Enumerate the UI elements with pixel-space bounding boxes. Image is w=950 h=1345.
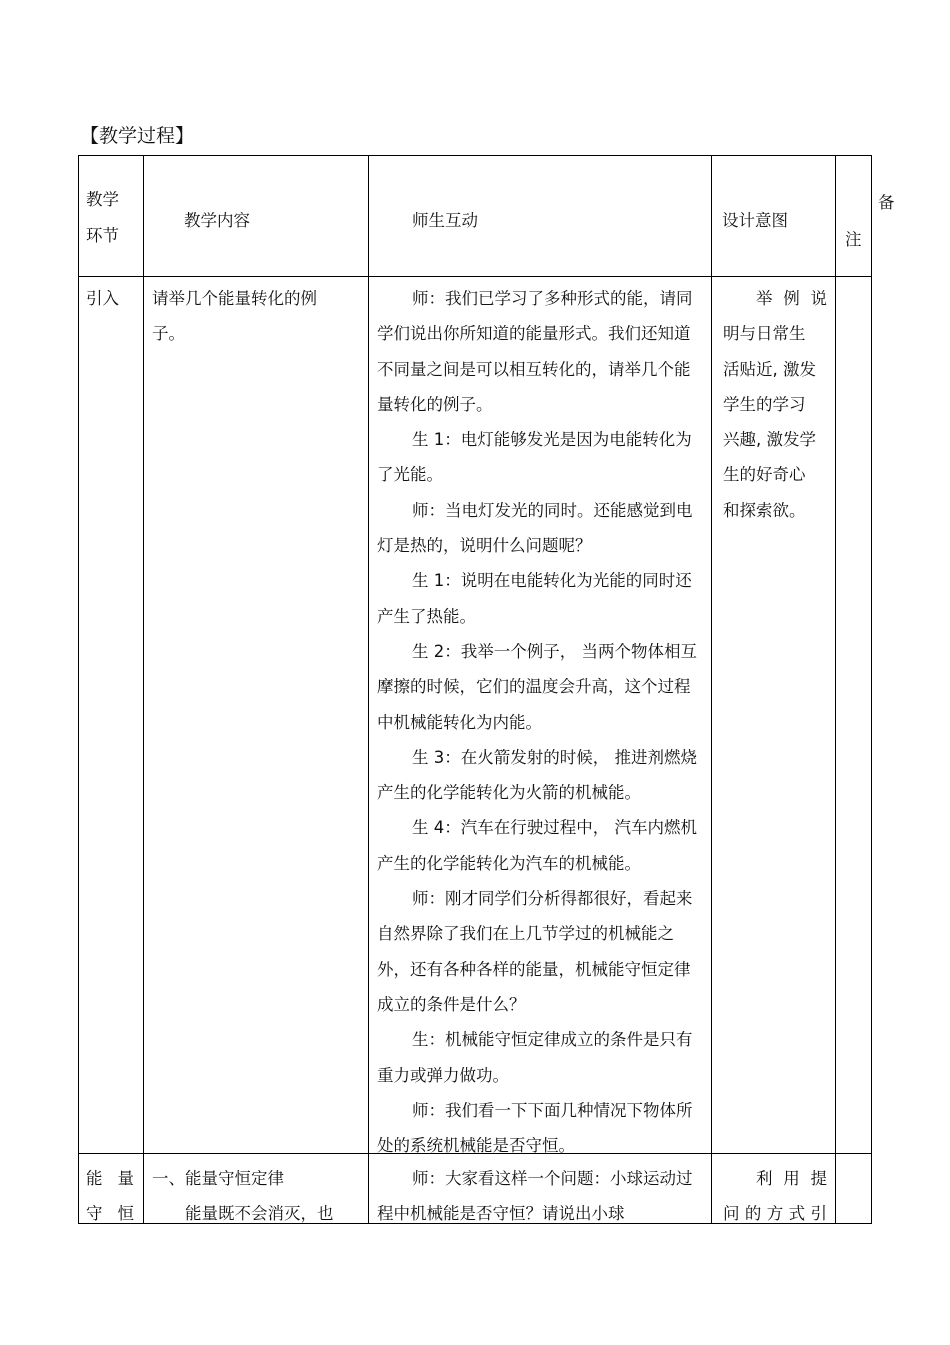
header-content: 教学内容 xyxy=(184,211,250,230)
dialogue-paragraph: 师：当电灯发光的同时。还能感觉到电灯是热的，说明什么问题呢？ xyxy=(377,500,693,556)
table-border-right xyxy=(871,155,872,1224)
dialogue-paragraph: 师：大家看这样一个问题：小球运动过程中机械能是否守恒？请说出小球 xyxy=(377,1169,693,1224)
table-divider-2 xyxy=(368,155,369,1224)
row2-intent xyxy=(723,1161,827,1232)
row1-content-line-1: 请举几个能量转化的例 xyxy=(152,289,317,308)
table-border-top xyxy=(78,155,872,156)
header-phase-line-2: 环节 xyxy=(86,226,119,245)
dialogue-paragraph: 生 1：电灯能够发光是因为电能转化为了光能。 xyxy=(377,430,692,485)
header-phase-line-1: 教学 xyxy=(86,190,119,209)
dialogue-paragraph: 生 1：说明在电能转化为光能的同时还产生了热能。 xyxy=(377,571,692,626)
row2-intent-line-1: 利 用 提 xyxy=(756,1169,827,1188)
row2-interaction xyxy=(377,1161,701,1232)
dialogue-paragraph: 生 3：在火箭发射的时候， 推进剂燃烧产生的化学能转化为火箭的机械能。 xyxy=(377,747,697,803)
dialogue-paragraph: 师：我们已学习了多种形式的能，请同学们说出你所知道的能量形式。我们还知道不同量之间是可以相互转化的，请举几个能量转化的例子。 xyxy=(377,289,693,414)
table-divider-4 xyxy=(835,155,836,1224)
row2-content-line-1: 一、能量守恒定律 xyxy=(152,1169,284,1188)
row1-phase: 引入 xyxy=(86,289,119,308)
row1-interaction xyxy=(377,281,701,1163)
dialogue-paragraph: 生：机械能守恒定律成立的条件是只有重力或弹力做功。 xyxy=(377,1030,693,1085)
row1-intent-line-6: 生的好奇心 xyxy=(723,465,806,485)
row2-content xyxy=(152,1161,362,1232)
header-phase xyxy=(86,182,119,254)
row1-intent-line-2: 明与日常生 xyxy=(723,324,806,344)
header-remark-char-1: 备 xyxy=(878,193,895,212)
row1-intent-line-1: 举 例 说 xyxy=(756,289,827,308)
row1-intent-line-7: 和探索欲。 xyxy=(723,500,806,520)
row2-content-line-2: 能量既不会消灭，也 xyxy=(185,1204,334,1224)
dialogue-paragraph: 师：刚才同学们分析得都很好，看起来自然界除了我们在上几节学过的机械能之外，还有各种各样的能量，机械能守恒定律成立的条件是什么？ xyxy=(377,889,693,1014)
header-remark-char-2: 注 xyxy=(845,230,862,249)
header-bottom-line xyxy=(78,276,872,277)
row1-intent-line-4: 学生的学习 xyxy=(723,394,806,414)
row1-intent xyxy=(723,281,827,528)
row2-phase-line-1: 能 量 xyxy=(86,1169,134,1188)
row2-phase-line-2: 守 恒 xyxy=(86,1204,134,1224)
dialogue-paragraph: 师：我们看一下下面几种情况下物体所处的系统机械能是否守恒。 xyxy=(377,1100,693,1156)
row2-intent-line-2: 问 的 方 式 引 xyxy=(723,1204,827,1224)
header-interaction: 师生互动 xyxy=(412,211,478,230)
table-divider-1 xyxy=(143,155,144,1224)
row1-intent-line-5: 兴趣, 激发学 xyxy=(723,430,816,450)
dialogue-paragraph: 生 2：我举一个例子， 当两个物体相互摩擦的时候，它们的温度会升高，这个过程中机械能转化为内能。 xyxy=(377,641,697,732)
header-intent: 设计意图 xyxy=(722,211,788,230)
row1-intent-line-3: 活贴近, 激发 xyxy=(723,359,816,379)
table-border-left xyxy=(78,155,79,1224)
dialogue-paragraph: 生 4：汽车在行驶过程中， 汽车内燃机产生的化学能转化为汽车的机械能。 xyxy=(377,818,697,873)
section-title: 【教学过程】 xyxy=(80,125,195,147)
row1-content xyxy=(152,281,352,352)
table-divider-3 xyxy=(711,155,712,1224)
row2-phase xyxy=(86,1161,134,1232)
row1-content-line-2: 子。 xyxy=(152,324,185,344)
